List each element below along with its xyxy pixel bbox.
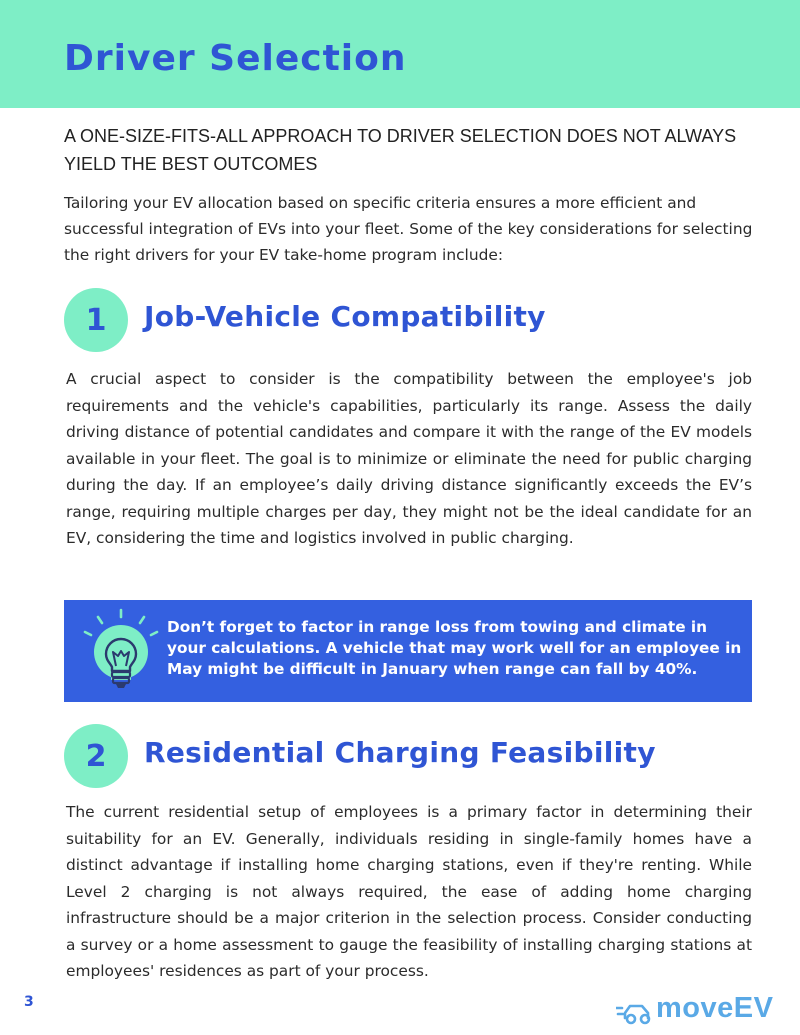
lightbulb-icon: [76, 606, 166, 696]
section-body-residential: The current residential setup of employees is a primary factor in determining their suitability for an EV. Generally, individuals residing in single-family homes have a distinct advantage if installing home charging stations, even if they're renting. While Level 2 charging is not always required, the ease of adding home charging infrastructure should be a major criterion in the selection process. Consider conducting a survey or a home assessment to gauge the feasibility of installing charging stations at employees' residences as part of your process.: [66, 803, 752, 980]
tip-callout: [64, 600, 752, 702]
logo-text: moveEV: [656, 992, 774, 1024]
page-title: Driver Selection: [64, 38, 407, 79]
section-number-badge: 2: [64, 724, 128, 788]
section-title-job-vehicle: Job-Vehicle Compatibility: [144, 300, 546, 333]
section-body-job-vehicle: A crucial aspect to consider is the compatibility between the employee's job requirements and the vehicle's capabilities, particularly its range. Assess the daily driving distance of potential candidates and compare it with the range of the EV models available in your fleet. The goal is to minimize or eliminate the need for public charging during the day. If an employee’s daily driving distance significantly exceeds the EV’s range, requiring multiple charges per day, they might not be the ideal candidate for an EV, considering the time and logistics involved in public charging.: [66, 370, 752, 547]
moveev-logo: [616, 994, 796, 1030]
subheading: A ONE-SIZE-FITS-ALL APPROACH TO DRIVER SELECTION DOES NOT ALWAYS YIELD THE BEST OUTCOMES: [64, 126, 737, 174]
intro-paragraph: Tailoring your EV allocation based on specific criteria ensures a more efficient and successful integration of EVs into your fleet. Some of the key considerations for selecting the right drivers for your EV take-home program include:: [64, 194, 753, 264]
tip-text: Don’t forget to factor in range loss from towing and climate in your calculations. A vehicle that may work well for an employee in May might be difficult in January when range can fall by 40%.: [167, 618, 742, 678]
car-logo-icon: [616, 1000, 656, 1026]
section-number-badge: 1: [64, 288, 128, 352]
section-title-residential: Residential Charging Feasibility: [144, 736, 656, 769]
page-number: 3: [24, 994, 34, 1010]
